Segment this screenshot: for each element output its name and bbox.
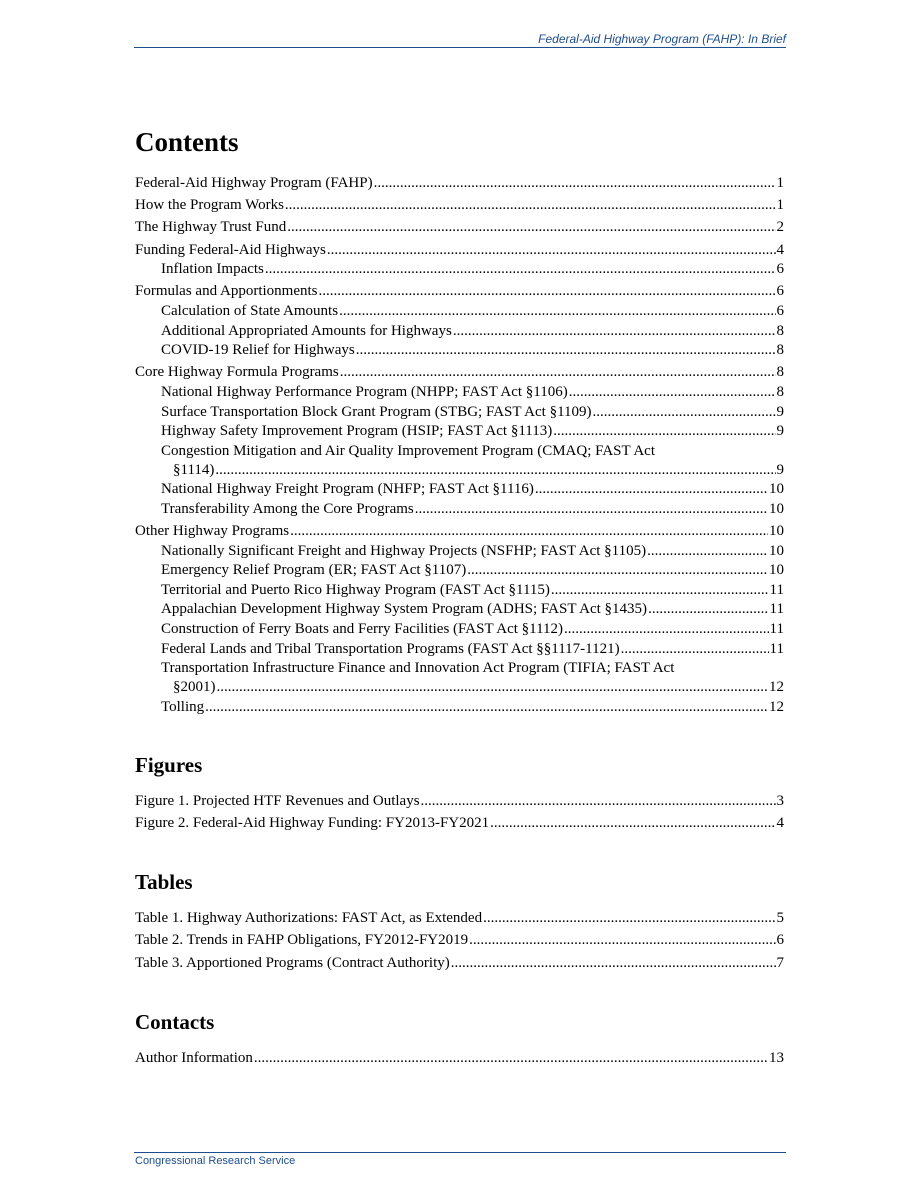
toc-subentry[interactable] — [161, 500, 784, 519]
toc-subentry[interactable] — [161, 302, 784, 321]
figure-entry[interactable] — [135, 792, 784, 811]
leader-dots — [215, 461, 775, 480]
leader-dots — [451, 954, 776, 973]
toc-entry-title: Table 1. Highway Authorizations: FAST Act, as Extended — [135, 910, 483, 927]
leader-dots — [287, 218, 775, 237]
toc-page-number: 1 — [776, 197, 784, 214]
toc-page-number: 6 — [776, 302, 784, 319]
leader-dots — [327, 241, 776, 260]
toc-subentry[interactable] — [161, 442, 784, 480]
toc-subentry[interactable] — [161, 698, 784, 717]
toc-subentry[interactable] — [161, 403, 784, 422]
toc-page-number: 6 — [776, 283, 784, 300]
contact-entry[interactable] — [135, 1049, 784, 1068]
toc-entry-title: Calculation of State Amounts — [161, 302, 339, 319]
toc-page-number: 8 — [776, 383, 784, 400]
toc-subentry[interactable] — [161, 640, 784, 659]
toc-page-number: 12 — [769, 679, 784, 696]
leader-dots — [415, 500, 768, 519]
toc-subentry[interactable] — [161, 600, 784, 619]
leader-dots — [535, 480, 768, 499]
toc-entry-title: Figure 2. Federal-Aid Highway Funding: FY2013-FY2021 — [135, 815, 490, 832]
leader-dots — [290, 522, 768, 541]
toc-entry-title: Formulas and Apportionments — [135, 283, 318, 300]
contacts-heading: Contacts — [135, 1009, 215, 1034]
toc-entry-title: Table 2. Trends in FAHP Obligations, FY2012-FY2019 — [135, 932, 469, 949]
leader-dots — [483, 909, 775, 928]
toc-page-number: 6 — [776, 932, 784, 949]
leader-dots — [265, 260, 776, 279]
toc-entry-title: How the Program Works — [135, 197, 284, 214]
toc-entry-title: National Highway Performance Program (NHPP; FAST Act §1106) — [161, 383, 568, 400]
contacts-list — [135, 1049, 784, 1068]
toc-page-number: 6 — [776, 261, 784, 278]
toc-entry-title: Figure 1. Projected HTF Revenues and Outlays — [135, 792, 420, 809]
toc-page-number: 7 — [776, 954, 784, 971]
leader-dots — [467, 561, 768, 580]
toc-page-number: 3 — [776, 792, 784, 809]
toc-page-number: 4 — [776, 241, 784, 258]
toc-entry-title: Appalachian Development Highway System Program (ADHS; FAST Act §1435) — [161, 601, 648, 618]
toc-entry[interactable] — [135, 196, 784, 215]
toc-page-number: 9 — [776, 403, 784, 420]
toc-entry-title: Table 3. Apportioned Programs (Contract Authority) — [135, 954, 450, 971]
leader-dots — [254, 1049, 768, 1068]
toc-entry[interactable] — [135, 363, 784, 382]
leader-dots — [374, 174, 776, 193]
toc-entry-title: National Highway Freight Program (NHFP; FAST Act §1116) — [161, 481, 534, 498]
toc-entry-title: Additional Appropriated Amounts for Highways — [161, 322, 452, 339]
table-entry[interactable] — [135, 909, 784, 928]
toc-subentry[interactable] — [161, 260, 784, 279]
toc-page-number: 13 — [769, 1049, 784, 1066]
leader-dots — [551, 581, 769, 600]
toc-entry-title: Author Information — [135, 1049, 253, 1066]
toc-subentry[interactable] — [161, 422, 784, 441]
leader-dots — [648, 600, 768, 619]
leader-dots — [339, 302, 775, 321]
toc-entry-title: Tolling — [161, 698, 205, 715]
tables-section — [135, 868, 784, 973]
toc-entry-title: Territorial and Puerto Rico Highway Program (FAST Act §1115) — [161, 581, 550, 598]
figures-list — [135, 792, 784, 833]
leader-dots — [490, 814, 775, 833]
toc-entry-title: Nationally Significant Freight and Highway Projects (NSFHP; FAST Act §1105) — [161, 542, 647, 559]
toc-entry-title: COVID-19 Relief for Highways — [161, 342, 355, 359]
leader-dots — [569, 383, 776, 402]
toc-entry-title: Federal Lands and Tribal Transportation Programs (FAST Act §§1117-1121) — [161, 640, 620, 657]
toc-entry-title: Federal-Aid Highway Program (FAHP) — [135, 175, 373, 191]
toc-subentry[interactable] — [161, 659, 784, 697]
toc-entry-title: Congestion Mitigation and Air Quality Improvement Program (CMAQ; FAST Act — [161, 442, 655, 459]
contents-list — [135, 174, 784, 717]
toc-page-number: 9 — [776, 461, 784, 478]
toc-entry-title: Inflation Impacts — [161, 261, 264, 278]
table-entry[interactable] — [135, 931, 784, 950]
leader-dots — [356, 341, 776, 360]
toc-entry-title: Highway Safety Improvement Program (HSIP; FAST Act §1113) — [161, 423, 553, 440]
toc-subentry[interactable] — [161, 341, 784, 360]
toc-entry-title: Construction of Ferry Boats and Ferry Facilities (FAST Act §1112) — [161, 621, 564, 638]
leader-dots — [453, 322, 776, 341]
toc-page-number: 10 — [769, 500, 784, 517]
toc-entry[interactable] — [135, 174, 784, 193]
leader-dots — [217, 678, 769, 697]
toc-page-number: 12 — [769, 698, 784, 715]
toc-page-number: 5 — [776, 910, 784, 927]
toc-page-number: 10 — [769, 481, 784, 498]
header-rule — [134, 47, 786, 48]
tables-list — [135, 909, 784, 973]
tables-heading: Tables — [135, 870, 193, 895]
toc-page-number: 9 — [776, 423, 784, 440]
toc-subentry[interactable] — [161, 383, 784, 402]
leader-dots — [553, 422, 775, 441]
toc-page-number: 8 — [776, 342, 784, 359]
toc-entry[interactable] — [135, 522, 784, 541]
toc-entry-title-continued: §2001) — [173, 679, 216, 696]
figures-heading: Figures — [135, 752, 203, 777]
toc-entry-title: Other Highway Programs — [135, 523, 290, 540]
footer-organization: Congressional Research Service — [135, 1155, 296, 1167]
toc-page-number: 11 — [769, 621, 784, 638]
leader-dots — [319, 282, 776, 301]
toc-entry-title: The Highway Trust Fund — [135, 219, 287, 236]
leader-dots — [647, 542, 768, 561]
leader-dots — [285, 196, 776, 215]
toc-subentry[interactable] — [161, 322, 784, 341]
toc-entry-title: Transferability Among the Core Programs — [161, 500, 414, 517]
leader-dots — [469, 931, 775, 950]
toc-entry[interactable] — [135, 282, 784, 301]
toc-subentry[interactable] — [161, 480, 784, 499]
toc-subentry[interactable] — [161, 581, 784, 600]
footer-rule — [134, 1152, 786, 1153]
contacts-section — [135, 1008, 784, 1068]
toc-subentry[interactable] — [161, 620, 784, 639]
toc-subentry[interactable] — [161, 542, 784, 561]
toc-entry-title: Transportation Infrastructure Finance and Innovation Act Program (TIFIA; FAST Act — [161, 660, 675, 677]
toc-page-number: 8 — [776, 322, 784, 339]
toc-page-number: 2 — [776, 219, 784, 236]
leader-dots — [564, 620, 769, 639]
table-entry[interactable] — [135, 954, 784, 973]
leader-dots — [205, 698, 768, 717]
toc-page-number: 8 — [776, 364, 784, 381]
toc-entry[interactable] — [135, 241, 784, 260]
toc-page-number: 11 — [769, 601, 784, 618]
running-header: Federal-Aid Highway Program (FAHP): In Brief — [538, 32, 786, 46]
toc-entry-title: Surface Transportation Block Grant Program (STBG; FAST Act §1109) — [161, 403, 592, 420]
toc-page-number: 4 — [776, 815, 784, 832]
table-of-contents-page — [135, 124, 784, 1068]
toc-entry-title: Emergency Relief Program (ER; FAST Act §1107) — [161, 562, 467, 579]
leader-dots — [621, 640, 769, 659]
toc-page-number: 10 — [769, 523, 784, 540]
toc-entry[interactable] — [135, 218, 784, 237]
toc-page-number: 11 — [769, 640, 784, 657]
figure-entry[interactable] — [135, 814, 784, 833]
toc-entry-title: Core Highway Formula Programs — [135, 364, 339, 381]
toc-page-number: 10 — [769, 542, 784, 559]
toc-subentry[interactable] — [161, 561, 784, 580]
contents-heading: Contents — [135, 127, 239, 157]
toc-page-number: 10 — [769, 562, 784, 579]
toc-entry-title: Funding Federal-Aid Highways — [135, 241, 326, 258]
toc-entry-title-continued: §1114) — [173, 461, 215, 478]
toc-page-number: 1 — [776, 175, 784, 191]
leader-dots — [421, 792, 776, 811]
leader-dots — [593, 403, 776, 422]
toc-page-number: 11 — [769, 581, 784, 598]
leader-dots — [340, 363, 776, 382]
figures-section — [135, 751, 784, 833]
